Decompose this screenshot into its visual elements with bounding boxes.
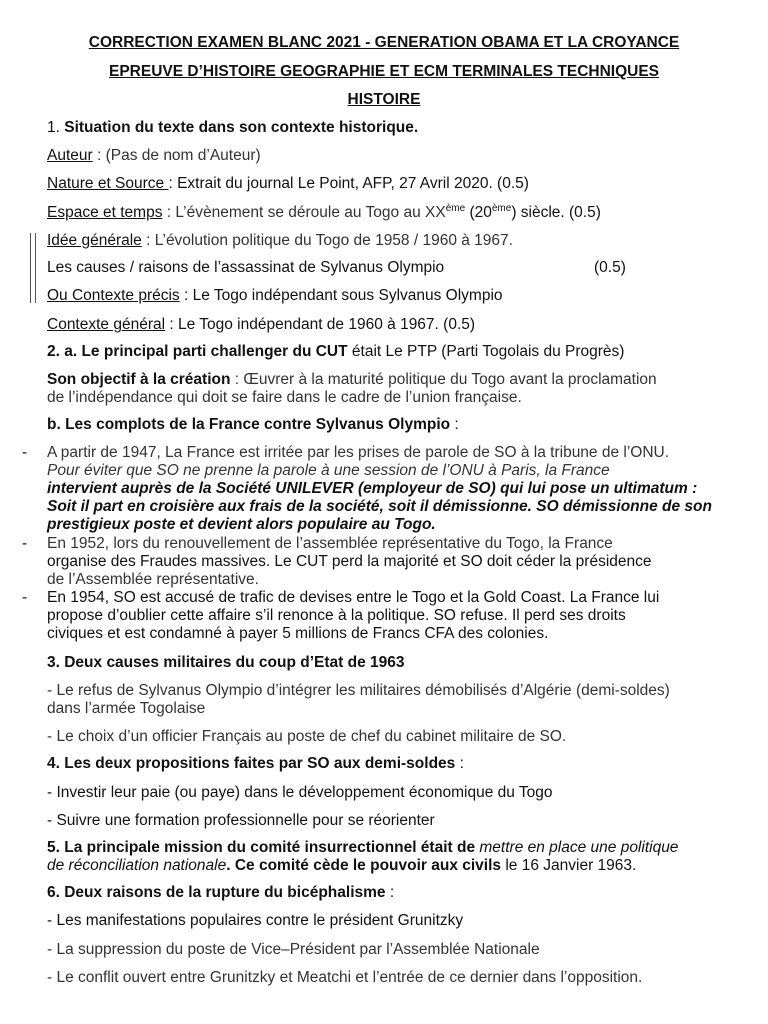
q2b-item1-line2: Pour éviter que SO ne prenne la parole à une session de l’ONU à Paris, la France [47,462,610,479]
q6-item3: - Le conflit ouvert entre Grunitzky et Meatchi et l’entrée de ce dernier dans l’opposition. [47,969,643,986]
q2b-item3-line1: En 1954, SO est accusé de trafic de devises entre le Togo et la Gold Coast. La France lui [47,589,660,606]
q4-item2: - Suivre une formation professionnelle pour se réorienter [47,812,435,829]
q2b-item1-line5: prestigieux poste et devient alors populaire au Togo. [47,516,436,533]
q1-causes-points: (0.5) [594,259,626,276]
q5-line1: 5. La principale mission du comité insurrectionnel était de mettre en place une politique [47,839,679,856]
bullet-dash: - [22,535,28,552]
q4-heading: 4. Les deux propositions faites par SO aux demi-soldes : [47,755,464,772]
q1-auteur: Auteur : (Pas de nom d’Auteur) [47,147,261,164]
exam-title: CORRECTION EXAMEN BLANC 2021 - GENERATION OBAMA ET LA CROYANCE [88,34,680,51]
q3-item1-line2: dans l’armée Togolaise [47,700,206,717]
q1-heading: 1. Situation du texte dans son contexte historique. [47,119,419,136]
q1-espace-temps: Espace et temps : L’évènement se déroule au Togo au XXème (20ème) siècle. (0.5) [47,203,601,222]
q2b-item2-line2: organise des Fraudes massives. Le CUT perd la majorité et SO doit céder la présidence [47,553,652,570]
bullet-dash: - [22,589,28,606]
margin-bar-left [30,233,31,303]
exam-subtitle: EPREUVE D’HISTOIRE GEOGRAPHIE ET ECM TERMINALES TECHNIQUES [108,63,660,80]
margin-bar-right [35,233,36,303]
q1-nature-source: Nature et Source : Extrait du journal Le Point, AFP, 27 Avril 2020. (0.5) [47,175,529,192]
q1-causes: Les causes / raisons de l’assassinat de Sylvanus Olympio [47,259,445,276]
section-title-histoire: HISTOIRE [347,91,421,108]
q6-heading: 6. Deux raisons de la rupture du bicéphalisme : [47,884,395,901]
q4-item1: - Investir leur paie (ou paye) dans le développement économique du Togo [47,784,553,801]
q3-item2: - Le choix d’un officier Français au poste de chef du cabinet militaire de SO. [47,728,567,745]
q2b-heading: b. Les complots de la France contre Sylvanus Olympio : [47,416,459,433]
q2b-item1-line4: Soit il part en croisière aux frais de la société, soit il démissionne. SO démissionne de son [47,498,712,515]
q3-heading: 3. Deux causes militaires du coup d’Etat de 1963 [47,654,405,671]
q5-line2: de réconciliation nationale. Ce comité cède le pouvoir aux civils le 16 Janvier 1963. [47,857,637,874]
q1-contexte-general: Contexte général : Le Togo indépendant de 1960 à 1967. (0.5) [47,316,476,333]
q2a-heading: 2. a. Le principal parti challenger du CUT était Le PTP (Parti Togolais du Progrès) [47,343,625,360]
q1-idee-generale: Idée générale : L’évolution politique du Togo de 1958 / 1960 à 1967. [47,232,513,249]
q2b-item1-line1: A partir de 1947, La France est irritée par les prises de parole de SO à la tribune de l’ONU. [47,444,670,461]
q2a-objectif-line2: de l’indépendance qui doit se faire dans le cadre de l’union française. [47,389,522,406]
q2a-objectif-line1: Son objectif à la création : Œuvrer à la maturité politique du Togo avant la proclamation [47,371,657,388]
q2b-item2-line1: En 1952, lors du renouvellement de l’assemblée représentative du Togo, la France [47,535,613,552]
q6-item1: - Les manifestations populaires contre le président Grunitzky [47,912,464,929]
q3-item1-line1: - Le refus de Sylvanus Olympio d’intégrer les militaires démobilisés d’Algérie (demi-soldes) [47,682,670,699]
bullet-dash: - [22,444,28,461]
q2b-item3-line2: propose d’oublier cette affaire s’il renonce à la politique. SO refuse. Il perd ses droits [47,607,626,624]
q2b-item2-line3: de l’Assemblée représentative. [47,571,259,588]
q1-contexte-precis: Ou Contexte précis : Le Togo indépendant sous Sylvanus Olympio [47,287,503,304]
q2b-item3-line3: civiques et est condamné à payer 5 millions de Francs CFA des colonies. [47,625,549,642]
q6-item2: - La suppression du poste de Vice–Président par l’Assemblée Nationale [47,941,540,958]
q2b-item1-line3: intervient auprès de la Société UNILEVER (employeur de SO) qui lui pose un ultimatum : [47,480,698,497]
